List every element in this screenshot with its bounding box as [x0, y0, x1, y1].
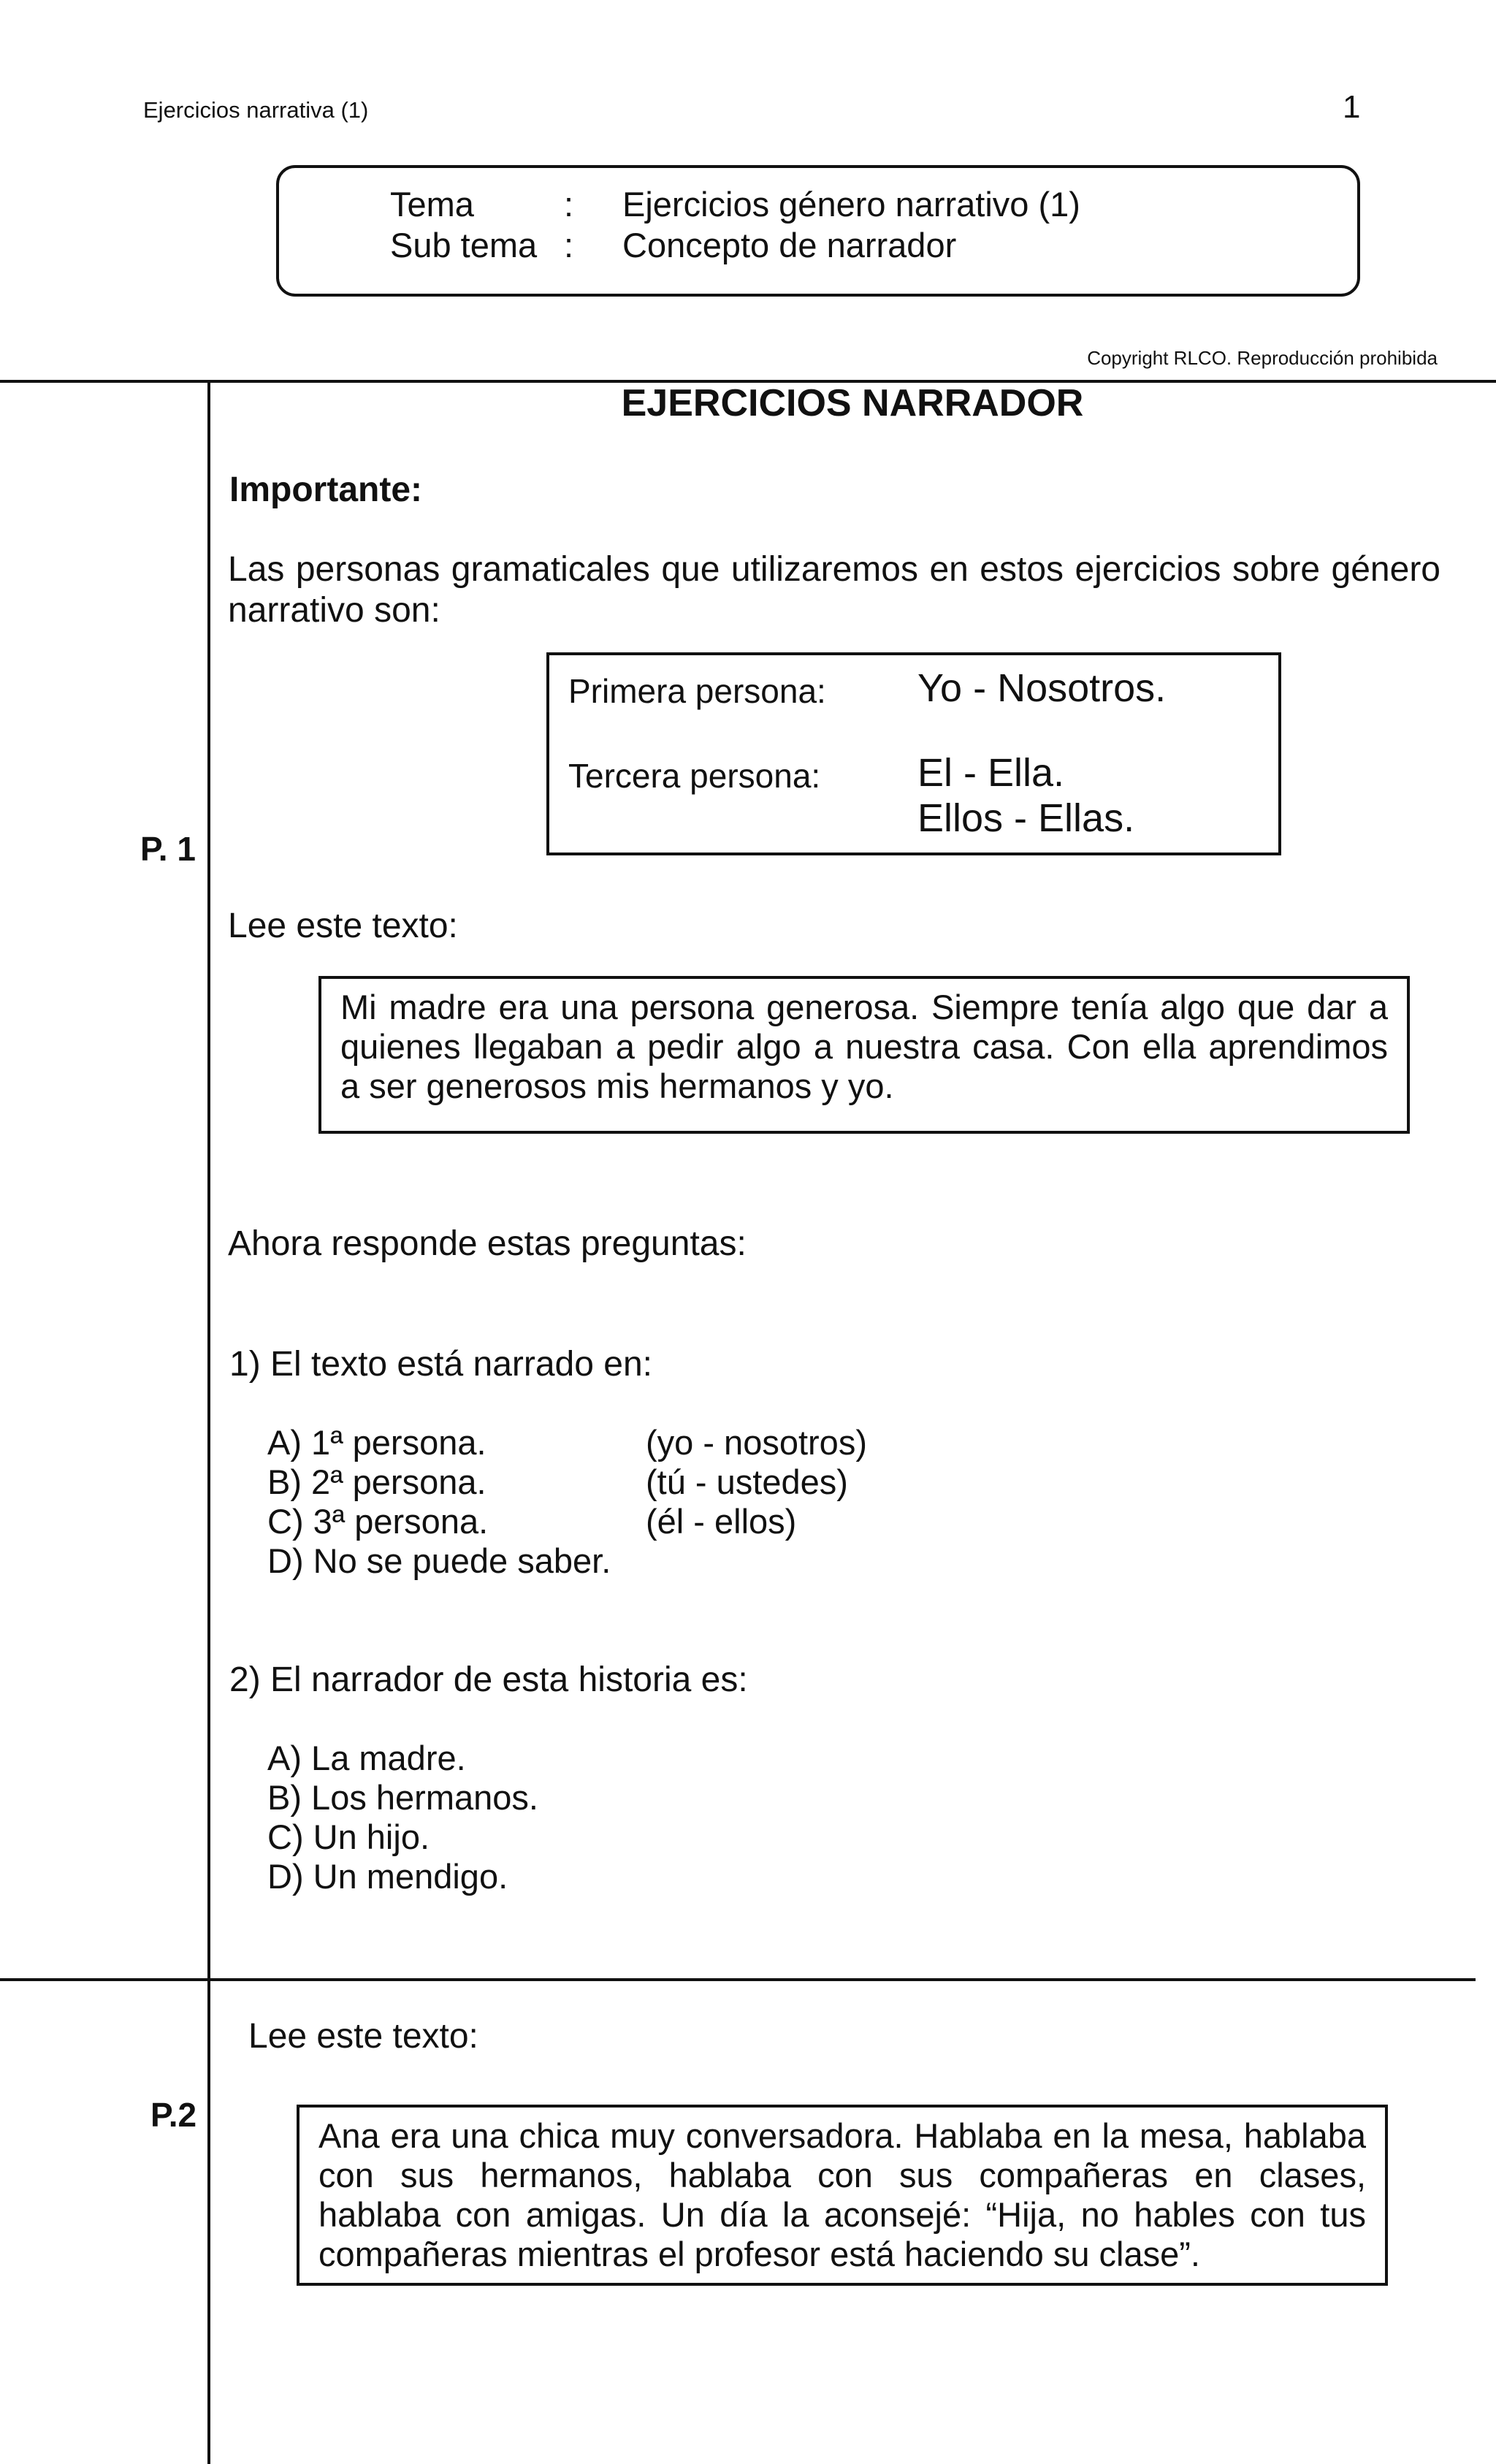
answer-prompt: Ahora responde estas preguntas: — [228, 1224, 747, 1263]
first-person-label: Primera persona: — [568, 672, 826, 710]
topic-box — [276, 165, 1360, 297]
q1-option-a: A) 1ª persona. — [267, 1423, 486, 1462]
q2-option-c: C) Un hijo. — [267, 1818, 430, 1856]
p2-read-prompt: Lee este texto: — [248, 2017, 478, 2056]
p1-read-prompt: Lee este texto: — [228, 907, 458, 945]
important-heading: Importante: — [229, 470, 422, 509]
tema-value: Ejercicios género narrativo (1) — [622, 185, 1080, 224]
q1-option-b: B) 2ª persona. — [267, 1462, 486, 1501]
third-person-plural-value: Ellos - Ellas. — [917, 796, 1135, 840]
section-divider — [0, 1978, 1476, 1981]
p2-reading-text — [297, 2105, 1388, 2286]
question-1: 1) El texto está narrado en: — [229, 1345, 652, 1384]
subtema-value: Concepto de narrador — [622, 226, 957, 264]
reading-line: compañeras mientras el profesor está haciendo su clase”. — [318, 2235, 1200, 2273]
third-person-value: El - Ella. — [917, 751, 1065, 795]
p1-reading-text — [318, 976, 1410, 1134]
reading-line: hablaba con amigas. Un día la aconsejé: “Hija, no hables con tus — [318, 2195, 1366, 2234]
p1-label: P. 1 — [140, 830, 196, 868]
intro-line: Las personas gramaticales que utilizaremos en estos ejercicios sobre género — [228, 550, 1440, 589]
reading-line: Ana era una chica muy conversadora. Hablaba en la mesa, hablaba — [318, 2116, 1366, 2155]
subtema-label: Sub tema — [390, 226, 538, 264]
copyright-notice: Copyright RLCO. Reproducción prohibida — [1087, 347, 1438, 369]
subtema-separator: : — [564, 226, 574, 264]
q1-option-c: C) 3ª persona. — [267, 1502, 489, 1541]
q1-option-d: D) No se puede saber. — [267, 1541, 611, 1580]
intro-line: narrativo son: — [228, 591, 440, 630]
intro-paragraph — [228, 549, 1440, 631]
q2-option-b: B) Los hermanos. — [267, 1778, 538, 1817]
tema-separator: : — [564, 185, 574, 224]
document-header-title: Ejercicios narrativa (1) — [143, 97, 369, 123]
q2-option-a: A) La madre. — [267, 1739, 466, 1777]
q1-option-c-hint: (él - ellos) — [646, 1502, 797, 1541]
q1-option-a-hint: (yo - nosotros) — [646, 1423, 867, 1462]
reading-line: quienes llegaban a pedir algo a nuestra casa. Con ella aprendimos — [340, 1027, 1388, 1066]
first-person-value: Yo - Nosotros. — [917, 666, 1167, 710]
question-2: 2) El narrador de esta historia es: — [229, 1660, 748, 1699]
page-number: 1 — [1343, 89, 1361, 125]
q2-option-d: D) Un mendigo. — [267, 1857, 508, 1896]
margin-column-divider — [207, 380, 210, 2464]
reading-line: a ser generosos mis hermanos y yo. — [340, 1067, 894, 1105]
third-person-label: Tercera persona: — [568, 757, 821, 795]
p2-label: P.2 — [150, 2096, 197, 2134]
reading-line: con sus hermanos, hablaba con sus compañeras en clases, — [318, 2156, 1366, 2194]
q1-option-b-hint: (tú - ustedes) — [646, 1462, 848, 1501]
grammatical-persons-box — [546, 652, 1281, 855]
section-title: EJERCICIOS NARRADOR — [621, 382, 1084, 424]
tema-label: Tema — [390, 185, 474, 224]
reading-line: Mi madre era una persona generosa. Siempre tenía algo que dar a — [340, 988, 1388, 1026]
